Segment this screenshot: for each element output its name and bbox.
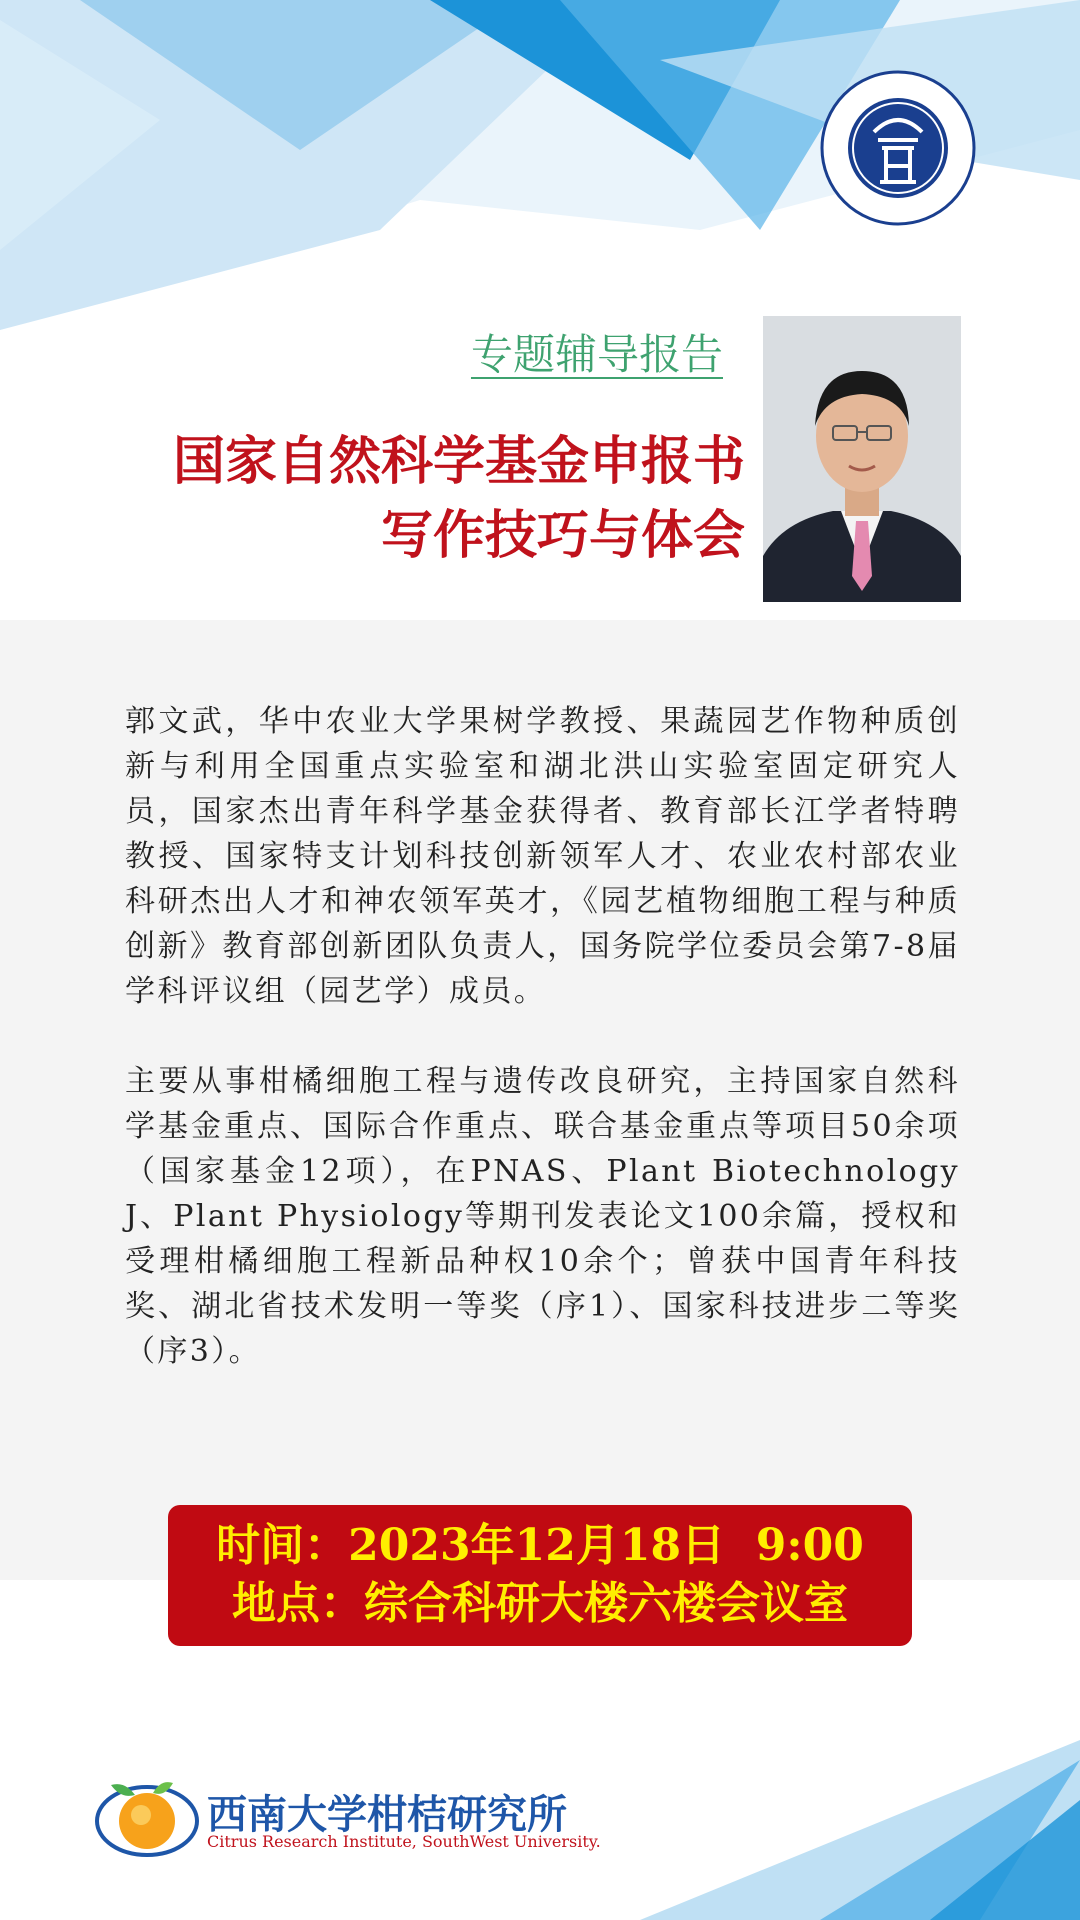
- speaker-bio: [125, 699, 960, 1419]
- title-line-1: 国家自然科学基金申报书: [172, 432, 745, 492]
- title-line-2: 写作技巧与体会: [380, 506, 745, 566]
- event-info-box: [168, 1505, 912, 1646]
- institute-name: 西南大学柑桔研究所: [207, 1791, 567, 1838]
- university-seal-logo: [820, 70, 976, 226]
- speaker-photo: [763, 316, 961, 602]
- university-seal-text: [820, 228, 976, 229]
- report-subtitle: 专题辅导报告: [470, 330, 723, 379]
- institute-name-english: Citrus Research Institute, SouthWest University.: [207, 1832, 601, 1851]
- event-location: 地点：综合科研大楼六楼会议室: [232, 1578, 848, 1629]
- bio-paragraph: 主要从事柑橘细胞工程与遗传改良研究，主持国家自然科学基金重点、国际合作重点、联合基金重点等项目50余项（国家基金12项），在PNAS、Plant Biotechnology J、Plant Physiology等期刊发表论文100余篇，授权和受理柑橘细胞工程新品种权10余个；曾获中国青年科技奖、湖北省技术发明一等奖（序1）、国家科技进步二等奖（序3）。: [125, 1064, 960, 1369]
- page-title: [173, 425, 745, 573]
- citrus-institute-logo: [95, 1775, 199, 1859]
- bio-paragraph: 郭文武，华中农业大学果树学教授、果蔬园艺作物种质创新与利用全国重点实验室和湖北洪山实验室固定研究人员，国家杰出青年科学基金获得者、教育部长江学者特聘教授、国家特支计划科技创新领军人才、农业农村部农业科研杰出人才和神农领军英才，《园艺植物细胞工程与种质创新》教育部创新团队负责人，国务院学位委员会第7-8届学科评议组（园艺学）成员。: [125, 704, 960, 1009]
- event-time: 时间：2023年12月18日 9:00: [216, 1520, 864, 1571]
